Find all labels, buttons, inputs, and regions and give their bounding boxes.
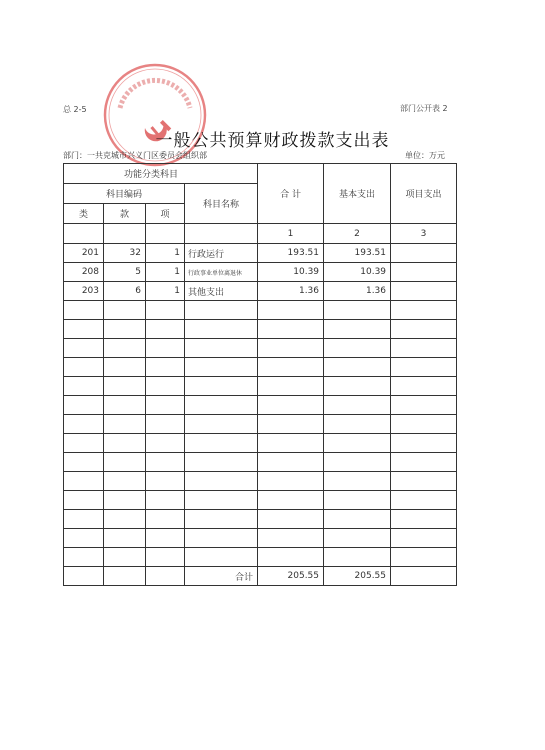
empty-cell	[324, 320, 391, 339]
empty-cell	[258, 510, 324, 529]
empty-cell	[391, 453, 457, 472]
empty-cell	[146, 358, 185, 377]
empty-cell	[258, 339, 324, 358]
empty-row	[64, 396, 457, 415]
empty-cell	[104, 434, 146, 453]
total-row-basic: 205.55	[324, 567, 391, 586]
empty-cell	[324, 510, 391, 529]
empty-cell	[146, 301, 185, 320]
empty-cell	[185, 453, 258, 472]
empty-row	[64, 510, 457, 529]
empty-cell	[64, 510, 104, 529]
empty-cell	[64, 396, 104, 415]
row-kuan: 5	[104, 263, 146, 282]
empty-cell	[104, 453, 146, 472]
empty-cell	[146, 510, 185, 529]
empty-cell	[391, 339, 457, 358]
row-total: 1.36	[258, 282, 324, 301]
empty-cell	[185, 339, 258, 358]
project-header: 项目支出	[391, 164, 457, 224]
empty-cell	[258, 301, 324, 320]
empty-cell	[146, 491, 185, 510]
total-row-total: 205.55	[258, 567, 324, 586]
empty-cell	[64, 301, 104, 320]
empty-row	[64, 548, 457, 567]
empty-cell	[391, 377, 457, 396]
empty-cell	[391, 529, 457, 548]
empty-cell	[391, 510, 457, 529]
empty-cell	[64, 548, 104, 567]
empty-cell	[391, 415, 457, 434]
empty-cell	[64, 377, 104, 396]
table-row	[64, 282, 457, 301]
empty-cell	[391, 548, 457, 567]
empty-cell	[391, 320, 457, 339]
empty-row	[64, 415, 457, 434]
empty-cell	[104, 548, 146, 567]
empty-cell	[258, 415, 324, 434]
empty-cell	[146, 453, 185, 472]
empty-cell	[146, 434, 185, 453]
empty-cell	[391, 491, 457, 510]
table-row	[64, 244, 457, 263]
empty-cell	[391, 434, 457, 453]
row-kuan: 6	[104, 282, 146, 301]
col-num-1: 1	[258, 224, 324, 244]
kuan-header: 款	[104, 204, 146, 224]
empty-cell	[185, 396, 258, 415]
empty-cell	[324, 453, 391, 472]
empty-cell	[104, 472, 146, 491]
empty-cell	[146, 320, 185, 339]
row-basic: 10.39	[324, 263, 391, 282]
empty-cell	[185, 377, 258, 396]
empty-cell	[185, 510, 258, 529]
empty-cell	[324, 548, 391, 567]
empty-cell	[64, 320, 104, 339]
total-row-project	[391, 567, 457, 586]
empty-cell	[185, 320, 258, 339]
empty-cell	[64, 491, 104, 510]
empty-cell	[258, 548, 324, 567]
empty-cell	[146, 472, 185, 491]
table-row	[64, 263, 457, 282]
empty-cell	[185, 491, 258, 510]
empty-cell	[146, 396, 185, 415]
name-header: 科目名称	[185, 184, 258, 224]
empty-cell	[104, 358, 146, 377]
empty-cell	[324, 491, 391, 510]
empty-cell	[104, 301, 146, 320]
row-total: 193.51	[258, 244, 324, 263]
row-name: 行政事业单位离退休	[185, 263, 258, 282]
empty-cell	[146, 415, 185, 434]
department-label: 部门：一共克城市兴义门区委员会组织部	[63, 151, 207, 160]
row-kuan: 32	[104, 244, 146, 263]
empty-cell	[391, 396, 457, 415]
empty-cell	[104, 510, 146, 529]
lei-header: 类	[64, 204, 104, 224]
empty-row	[64, 453, 457, 472]
empty-row	[64, 358, 457, 377]
empty-cell	[104, 339, 146, 358]
row-xiang: 1	[146, 282, 185, 301]
empty-row	[64, 339, 457, 358]
empty-cell	[324, 434, 391, 453]
empty-cell	[324, 301, 391, 320]
empty-cell	[391, 472, 457, 491]
empty-cell	[64, 472, 104, 491]
empty-cell	[64, 529, 104, 548]
empty-cell	[104, 396, 146, 415]
unit-label: 单位：万元	[405, 151, 445, 160]
empty-cell	[258, 358, 324, 377]
row-project	[391, 244, 457, 263]
empty-cell	[185, 472, 258, 491]
empty-cell	[185, 529, 258, 548]
row-xiang: 1	[146, 263, 185, 282]
row-name: 行政运行	[185, 244, 258, 263]
empty-cell	[185, 548, 258, 567]
empty-cell	[258, 396, 324, 415]
empty-cell	[258, 320, 324, 339]
empty-cell	[185, 415, 258, 434]
empty-cell	[324, 529, 391, 548]
empty-cell	[258, 491, 324, 510]
row-project	[391, 282, 457, 301]
empty-cell	[64, 339, 104, 358]
empty-cell	[104, 320, 146, 339]
empty-cell	[324, 377, 391, 396]
row-project	[391, 263, 457, 282]
empty-row	[64, 320, 457, 339]
empty-row	[64, 301, 457, 320]
empty-cell	[64, 434, 104, 453]
empty-cell	[324, 396, 391, 415]
empty-cell	[185, 358, 258, 377]
empty-cell	[104, 529, 146, 548]
empty-cell	[104, 491, 146, 510]
empty-cell	[258, 529, 324, 548]
row-basic: 193.51	[324, 244, 391, 263]
empty-cell	[64, 415, 104, 434]
empty-cell	[258, 453, 324, 472]
empty-cell	[324, 472, 391, 491]
empty-row	[64, 472, 457, 491]
row-name: 其他支出	[185, 282, 258, 301]
form-number: 总 2-5	[63, 105, 87, 114]
empty-cell	[104, 415, 146, 434]
empty-cell	[104, 377, 146, 396]
empty-row	[64, 377, 457, 396]
empty-cell	[64, 358, 104, 377]
col-num-3: 3	[391, 224, 457, 244]
empty-row	[64, 491, 457, 510]
empty-cell	[185, 434, 258, 453]
row-lei: 203	[64, 282, 104, 301]
page-title: 一般公共预算财政拨款支出表	[155, 131, 390, 151]
empty-cell	[146, 548, 185, 567]
empty-cell	[146, 339, 185, 358]
empty-cell	[185, 301, 258, 320]
row-basic: 1.36	[324, 282, 391, 301]
empty-cell	[391, 358, 457, 377]
empty-cell	[258, 472, 324, 491]
empty-cell	[324, 339, 391, 358]
total-header: 合 计	[258, 164, 324, 224]
empty-cell	[258, 434, 324, 453]
total-row-label: 合计	[185, 567, 258, 586]
basic-header: 基本支出	[324, 164, 391, 224]
empty-cell	[146, 529, 185, 548]
empty-cell	[391, 301, 457, 320]
empty-cell	[64, 453, 104, 472]
code-header: 科目编码	[64, 184, 185, 204]
col-num-2: 2	[324, 224, 391, 244]
empty-cell	[324, 415, 391, 434]
empty-cell	[324, 358, 391, 377]
func-class-header: 功能分类科目	[64, 164, 258, 184]
expenditure-table	[63, 163, 457, 586]
empty-cell	[146, 377, 185, 396]
empty-row	[64, 434, 457, 453]
row-lei: 201	[64, 244, 104, 263]
row-total: 10.39	[258, 263, 324, 282]
row-lei: 208	[64, 263, 104, 282]
empty-row	[64, 529, 457, 548]
row-xiang: 1	[146, 244, 185, 263]
table-code: 部门公开表 2	[400, 104, 448, 113]
xiang-header: 项	[146, 204, 185, 224]
empty-cell	[258, 377, 324, 396]
